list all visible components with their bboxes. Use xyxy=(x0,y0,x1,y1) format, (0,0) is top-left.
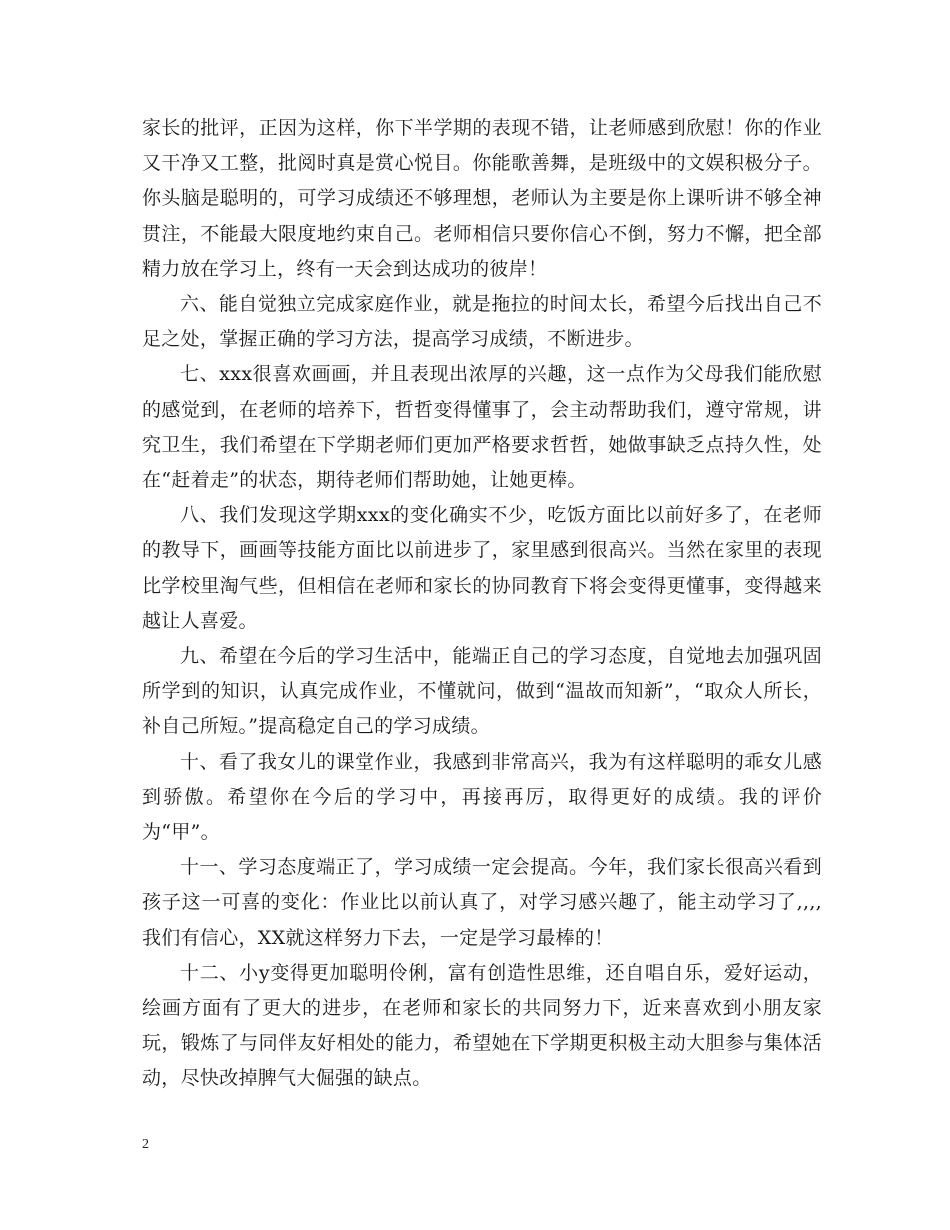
paragraph-continued: 家长的批评，正因为这样，你下半学期的表现不错，让老师感到欣慰！你的作业又干净又工整，批阅时真是赏心悦目。你能歌善舞，是班级中的文娱积极分子。你头脑是聪明的，可学习成绩还不够理想，老师认为主要是你上课听讲不够全神贯注，不能最大限度地约束自己。老师相信只要你信心不倒，努力不懈，把全部精力放在学习上，终有一天会到达成功的彼岸！ xyxy=(142,117,822,280)
paragraph-item-9: 九、希望在今后的学习生活中，能端正自己的学习态度，自觉地去加强巩固所学到的知识，认真完成作业，不懂就问，做到“温故而知新”，“取众人所长，补自己所短。”提高稳定自己的学习成绩。 xyxy=(142,645,822,738)
paragraph-item-11: 十一、学习态度端正了，学习成绩一定会提高。今年，我们家长很高兴看到孩子这一可喜的变化：作业比以前认真了，对学习感兴趣了，能主动学习了,,,,我们有信心，XX就这样努力下去，一定是学习最棒的！ xyxy=(142,856,822,949)
paragraph-item-10: 十、看了我女儿的课堂作业，我感到非常高兴，我为有这样聪明的乖女儿感到骄傲。希望你在今后的学习中，再接再厉，取得更好的成绩。我的评价为“甲”。 xyxy=(142,750,822,844)
paragraph-item-7: 七、xxx很喜欢画画，并且表现出浓厚的兴趣，这一点作为父母我们能欣慰的感觉到，在老师的培养下，哲哲变得懂事了，会主动帮助我们，遵守常规，讲究卫生，我们希望在下学期老师们更加严格要求哲哲，她做事缺乏点持久性，处在“赶着走”的状态，期待老师们帮助她，让她更棒。 xyxy=(142,363,822,492)
paragraph-item-12: 十二、小y变得更加聪明伶俐，富有创造性思维，还自唱自乐，爱好运动，绘画方面有了更大的进步，在老师和家长的共同努力下，近来喜欢到小朋友家玩，锻炼了与同伴友好相处的能力，希望她在下学期更积极主动大胆参与集体活动，尽快改掉脾气大倔强的缺点。 xyxy=(142,961,822,1090)
paragraph-item-8: 八、我们发现这学期xxx的变化确实不少，吃饭方面比以前好多了，在老师的教导下，画画等技能方面比以前进步了，家里感到很高兴。当然在家里的表现比学校里淘气些，但相信在老师和家长的协同教育下将会变得更懂事，变得越来越让人喜爱。 xyxy=(142,504,822,632)
page-number: 2 xyxy=(142,1137,149,1152)
document-body xyxy=(142,111,822,1097)
paragraph-item-6: 六、能自觉独立完成家庭作业，就是拖拉的时间太长，希望今后找出自己不足之处，掌握正确的学习方法，提高学习成绩，不断进步。 xyxy=(142,293,822,351)
